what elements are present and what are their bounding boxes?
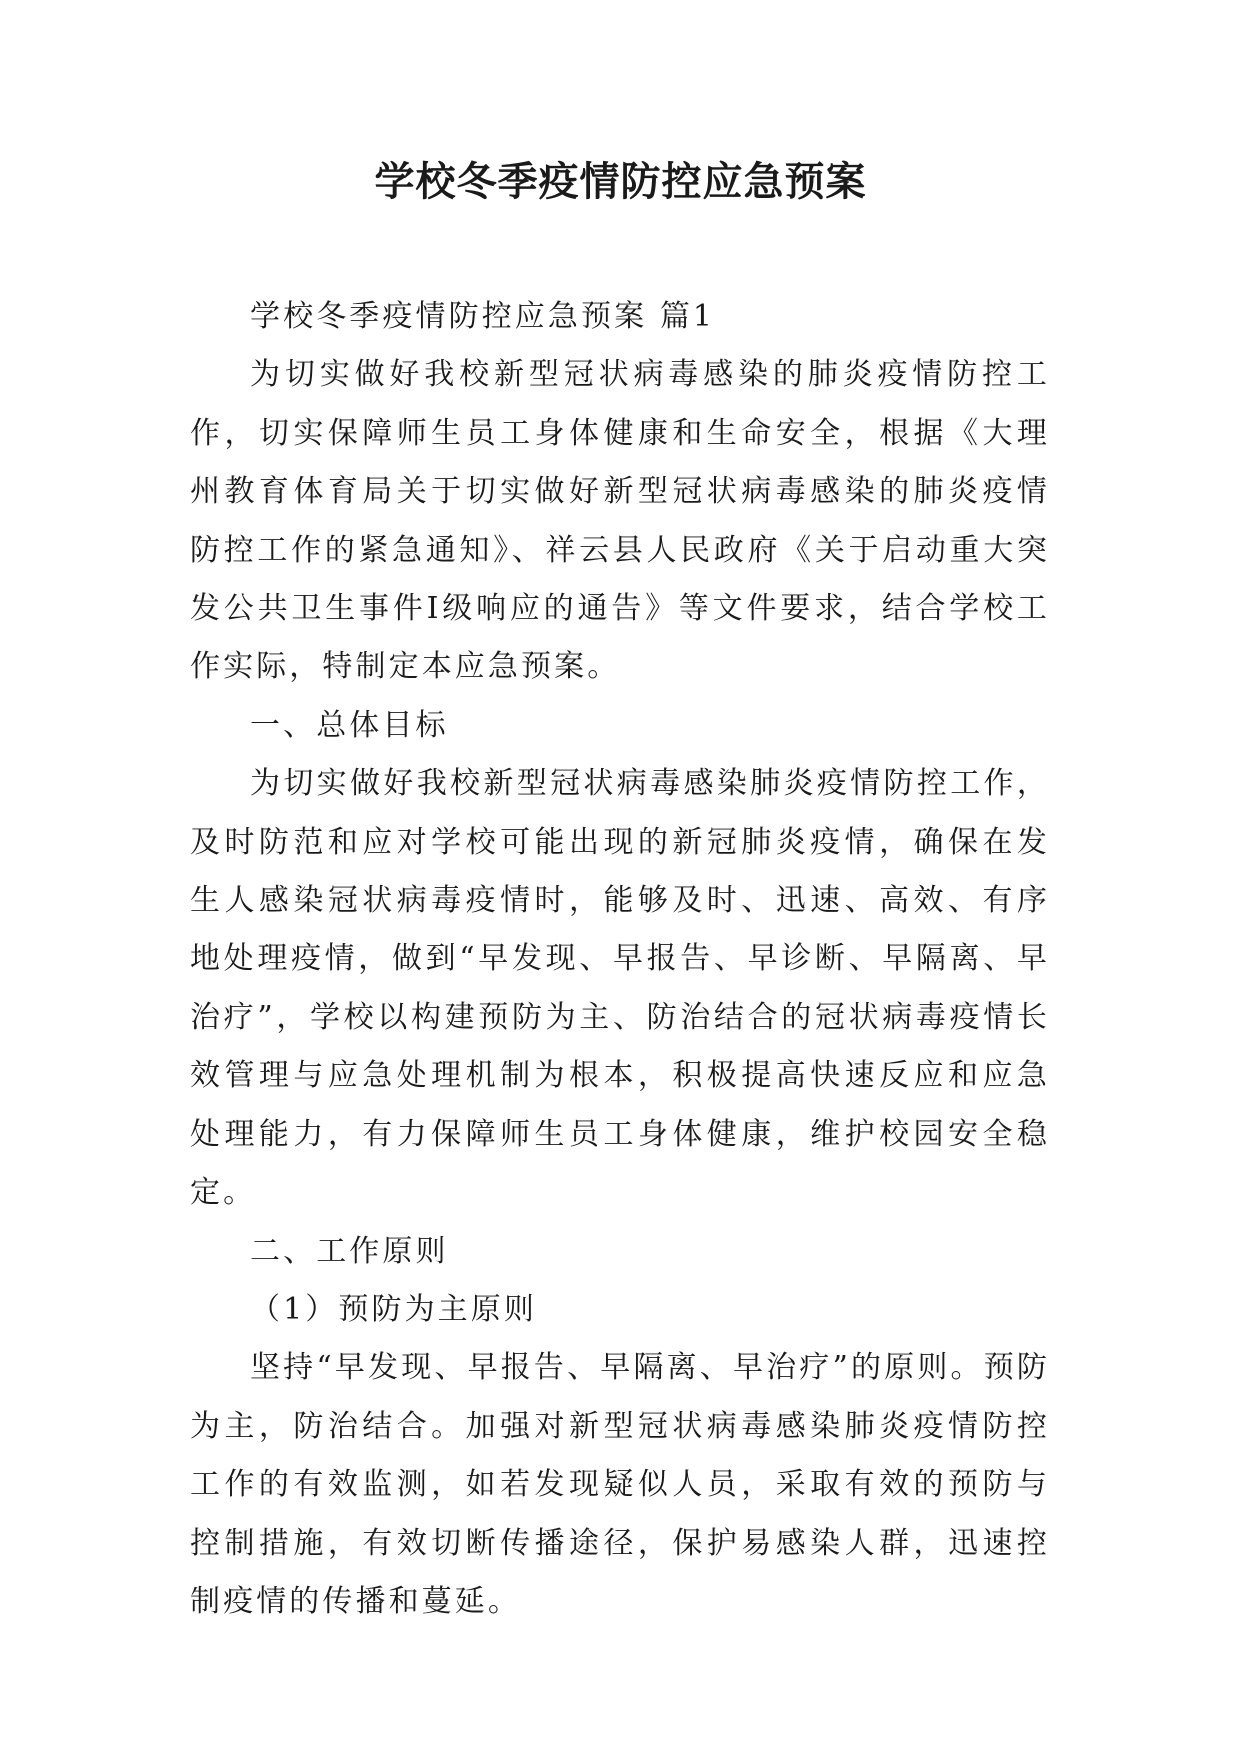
subheading-prevention-principle: （1）预防为主原则 [250,1291,537,1327]
paragraph-intro: 为切实做好我校新型冠状病毒感染的肺炎疫情防控工作，切实保障师生员工身体健康和生命安全，根据《大理州教育体育局关于切实做好新型冠状病毒感染的肺炎疫情防控工作的紧急通知》、祥云县人民政府《关于启动重大突发公共卫生事件Ⅰ级响应的通告》等文件要求，结合学校工作实际，特制定本应急预案。 [190,357,1050,685]
section-heading-overall-goal: 一、总体目标 [250,707,449,743]
paragraph-overall-goal: 为切实做好我校新型冠状病毒感染肺炎疫情防控工作，及时防范和应对学校可能出现的新冠肺炎疫情，确保在发生人感染冠状病毒疫情时，能够及时、迅速、高效、有序地处理疫情，做到“早发现、早报告、早诊断、早隔离、早治疗”，学校以构建预防为主、防治结合的冠状病毒疫情长效管理与应急处理机制为根本，积极提高快速反应和应急处理能力，有力保障师生员工身体健康，维护校园安全稳定。 [190,766,1050,1211]
section-heading-piece-1: 学校冬季疫情防控应急预案 篇1 [250,299,716,334]
document-title: 学校冬季疫情防控应急预案 [374,159,867,205]
section-heading-work-principles: 二、工作原则 [250,1233,449,1269]
paragraph-prevention-principle: 坚持“早发现、早报告、早隔离、早治疗”的原则。预防为主，防治结合。加强对新型冠状病毒感染肺炎疫情防控工作的有效监测，如若发现疑似人员，采取有效的预防与控制措施，有效切断传播途径，保护易感染人群，迅速控制疫情的传播和蔓延。 [190,1350,1050,1619]
document-body [190,288,1050,1631]
